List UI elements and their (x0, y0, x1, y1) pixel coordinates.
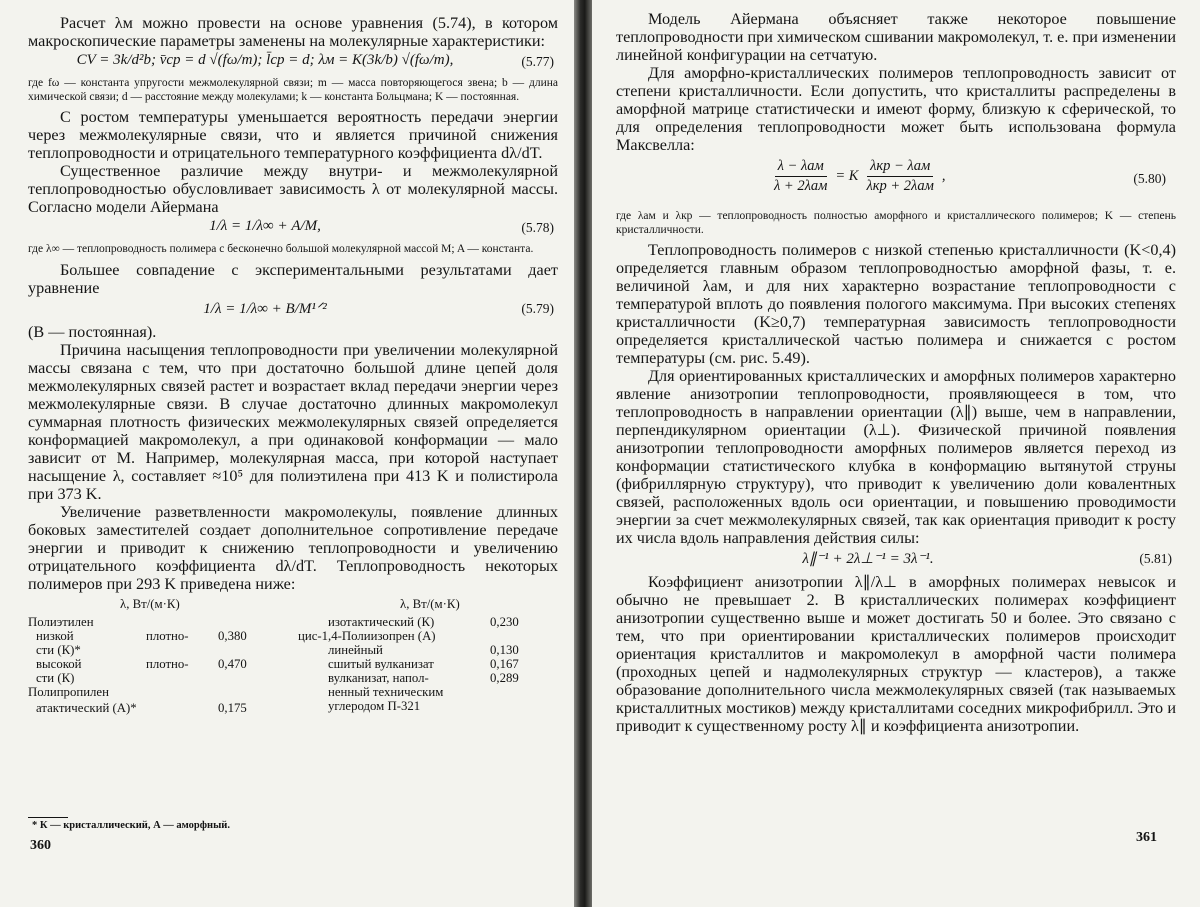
fraction (771, 158, 830, 195)
table-cell: углеродом П-321 (328, 698, 421, 713)
book-gutter (574, 0, 592, 907)
table-cell: плотно- (146, 656, 189, 671)
paragraph: Для аморфно-кристаллических полимеров теплопроводность зависит от степени кристалличности. Если допустить, что кристаллиты распределены в аморфной матрице статистически и имеют форму, близкую к сферической, то для определения теплопроводности может быть использована формула Максвелла: (616, 64, 1176, 154)
table-cell: изотактический (К) (328, 614, 435, 629)
denominator: λ + 2λам (774, 178, 828, 194)
table-cell: плотно- (146, 628, 189, 643)
equation-number: (5.81) (1139, 551, 1172, 566)
table-value: 0,470 (218, 656, 247, 671)
formula-5-81 (616, 549, 1176, 571)
paragraph: Причина насыщения теплопроводности при увеличении молекулярной массы связана с тем, что при достаточно большой длине цепей доля межмолекулярных связей растет и возрастает вклад передачи энергии через межмолекулярные связи. В случае достаточно длинных макромолекул суммарная плотность физических межмолекулярных связей определяется конформацией макромолекул, а при одинаковой конформации — мало зависит от M. Например, молекулярная масса, при которой наступает насыщение λ, составляет ≈10⁵ для полиэтилена при 413 K и полистирола при 373 K. (28, 340, 558, 503)
table-value: 0,380 (218, 628, 247, 643)
formula-5-80 (616, 158, 1176, 204)
formula-note: где λам и λкр — теплопроводность полностью аморфного и кристаллического полимеров; K — степень кристалличности. (616, 210, 1176, 236)
paragraph: Для ориентированных кристаллических и аморфных полимеров характерно явление анизотропии теплопроводности, проявляющееся в том, что теплопроводность в направлении ориентации (λ∥) выше, чем в направлении, перпендикулярном ориентации (λ⊥). Физической причиной появления анизотропии теплопроводности аморфных полимеров является переход из конформации статистического клубка в конформацию вытянутой струны (фибриллярную структуру), что приводит к увеличению доли ковалентных связей, расположенных вдоль оси ориентации, и повышению проводимости энергии за счет межмолекулярных связей, так как ориентация приводит к росту их числа вдоль направления действия силы: (616, 367, 1176, 547)
table-cell: сшитый вулканизат (328, 656, 434, 671)
paragraph: Коэффициент анизотропии λ∥/λ⊥ в аморфных полимерах невысок и обычно не превышает 2. В кристаллических полимерах коэффициент анизотропии существенно выше и может достигать 50 и более. Это связано с тем, что при ориентировании кристаллических полимеров происходит ориентация кристаллитов и макромолекул в аморфной части полимера (проходных цепей и надмолекулярных структур — кластеров), а также образование дополнительного числа межмолекулярных связей (так называемых кристаллитных мостиков) между кристаллитами соседних микрофибрилл. Это и приводит к существенному росту λ∥ и коэффициента анизотропии. (616, 573, 1176, 735)
formula-text: 1/λ = 1/λ∞ + A/M, (209, 218, 321, 234)
numerator: λ − λам (775, 158, 827, 177)
table-value: 0,289 (490, 670, 519, 685)
formula-text: 1/λ = 1/λ∞ + B/M¹ᐟ² (203, 300, 327, 317)
table-cell: сти (К) (36, 670, 75, 685)
comma: , (941, 168, 946, 184)
formula-5-77 (28, 52, 558, 74)
equals-k: = K (835, 168, 859, 184)
table-value: 0,167 (490, 656, 519, 671)
table-cell: сти (К)* (36, 642, 81, 657)
table-cell: цис-1,4-Полиизопрен (А) (298, 628, 436, 643)
table-cell: ненный техническим (328, 684, 444, 699)
formula-5-79 (28, 299, 558, 321)
equation-number: (5.80) (1133, 171, 1166, 186)
table-cell: Полипропилен (28, 684, 109, 699)
formula-note: где fω — константа упругости межмолекулярной связи; m — масса повторяющегося звена; b — длина химической связи; d — расстояние между молекулами; k — константа Больцмана; K — постоянная. (28, 77, 558, 103)
table-cell: Полиэтилен (28, 614, 94, 629)
table-cell: атактический (А)* (36, 700, 137, 715)
maxwell-formula (766, 158, 945, 195)
formula-5-78 (28, 218, 558, 240)
denominator: λкр + 2λам (866, 178, 934, 194)
table-cell: вулканизат, напол- (328, 670, 429, 685)
table-value: 0,230 (490, 614, 519, 629)
table-header: λ, Вт/(м·К) (400, 596, 460, 611)
table-cell: линейный (328, 642, 383, 657)
equation-number: (5.78) (521, 220, 554, 235)
fraction (863, 158, 936, 195)
formula-text: λ∥⁻¹ + 2λ⊥⁻¹ = 3λ⁻¹. (802, 551, 934, 567)
footnote: * К — кристаллический, А — аморфный. (32, 820, 230, 831)
table-header: λ, Вт/(м·К) (120, 596, 180, 611)
footnote-rule (28, 817, 68, 818)
numerator: λкр − λам (867, 158, 933, 177)
paragraph: Большее совпадение с экспериментальными результатами дает уравнение (28, 260, 558, 297)
left-page (0, 0, 574, 907)
table-value: 0,130 (490, 642, 519, 657)
table-value: 0,175 (218, 700, 247, 715)
paragraph: Увеличение разветвленности макромолекулы, появление длинных боковых заместителей создает дополнительное сопротивление передаче энергии и приводит к снижению теплопроводности и увеличению отрицательного коэффициента dλ/dT. Теплопроводность некоторых полимеров при 293 K приведена ниже: (28, 502, 558, 593)
conductivity-table (28, 597, 558, 723)
paragraph: Расчет λм можно провести на основе уравнения (5.74), в котором макроскопические параметры заменены на молекулярные характеристики: (28, 14, 558, 50)
page-number-right: 361 (1136, 830, 1157, 845)
table-cell: низкой (36, 628, 74, 643)
formula-text: CV = 3k/d²b; v̄ср = d √(fω/m); l̄ср = d; λм = K(3k/b) √(fω/m), (76, 52, 454, 68)
equation-number: (5.79) (521, 300, 554, 316)
table-cell: высокой (36, 656, 82, 671)
formula-note: где λ∞ — теплопроводность полимера с бесконечно большой молекулярной массой M; A — константа. (28, 243, 534, 255)
paragraph: Модель Айермана объясняет также некоторое повышение теплопроводности при химическом сшивании макромолекул, т. е. при изменении линейной конфигурации на сетчатую. (616, 10, 1177, 64)
paragraph: (B — постоянная). (28, 322, 157, 341)
right-page (592, 0, 1200, 907)
equation-number: (5.77) (521, 54, 554, 69)
paragraph: Теплопроводность полимеров с низкой степенью кристалличности (K<0,4) определяется главным образом теплопроводностью аморфной фазы, т. е. величиной λам, и для них характерно возрастание теплопроводности с температурой вплоть до появления пологого максимума. При высоких степенях кристалличности (K≥0,7) температурная зависимость теплопроводности определяется кристаллической частью полимера и снижается с ростом температуры (см. рис. 5.49). (616, 241, 1176, 367)
page-number-left: 360 (30, 838, 51, 853)
paragraph: С ростом температуры уменьшается вероятность передачи энергии через межмолекулярные связи, что и является причиной снижения теплопроводности и отрицательного температурного коэффициента dλ/dT. (28, 108, 558, 162)
paragraph: Существенное различие между внутри- и межмолекулярной теплопроводностью обусловливает зависимость λ от молекулярной массы. Согласно модели Айермана (28, 162, 558, 216)
